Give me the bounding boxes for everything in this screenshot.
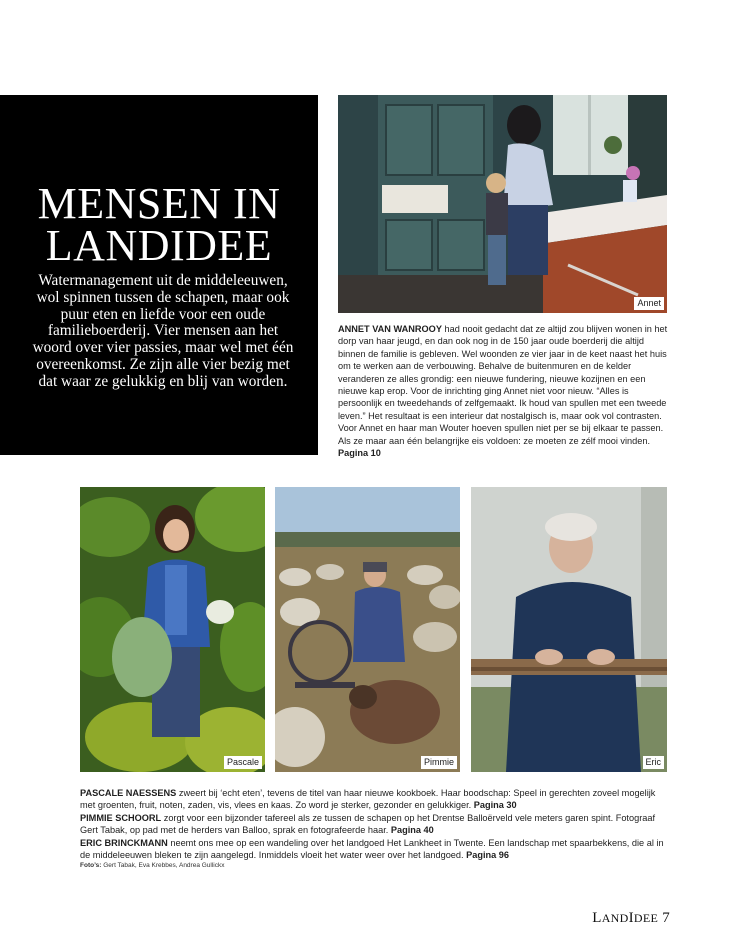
photo-pimmie — [275, 487, 460, 772]
eric-body: neemt ons mee op een wandeling over het landgoed Het Lankheet in Twente. Een landschap met spaarbekkens, die al in de middeleeuwen bleken te zijn aangelegd. Inmiddels vloeit het water weer over het landgoed. — [80, 837, 664, 861]
photo-credits-text: Gert Tabak, Eva Krebbes, Andrea Gullickx — [101, 862, 225, 870]
title-panel — [0, 95, 318, 455]
pascale-name: PASCALE NAESSENS — [80, 788, 177, 798]
photo-caption-pimmie: Pimmie — [421, 756, 457, 769]
intro-text: Watermanagement uit de middeleeuwen, wol spinnen tussen de schapen, maar ook puur eten en liefde voor een oude familieboerderij. Vier mensen aan het woord over vier passies, maar wel met één overeenkomst. Ze zijn alle vier bezig met dat waar ze gelukkig en blij van worden. — [32, 272, 294, 390]
pimmie-body: zorgt voor een bijzonder tafereel als ze tussen de schapen op het Drentse Balloërveld vele meters garen spint. Fotograaf Gert Tabak, op pad met de herders van Balloo, sprak en fotografeerde haar. — [80, 812, 656, 836]
annet-name: ANNET VAN WANROOY — [338, 324, 442, 334]
eric-page-ref: Pagina 96 — [466, 850, 510, 861]
photo-eric — [471, 487, 667, 772]
folio-magazine-l: L — [592, 910, 602, 926]
pascale-article — [80, 787, 670, 812]
photo-caption-annet: Annet — [634, 297, 664, 310]
pimmie-name: PIMMIE SCHOORL — [80, 812, 162, 823]
photo-caption-eric: Eric — [643, 756, 665, 769]
photo-credits-label: Foto’s: — [80, 862, 102, 870]
photo-annet — [338, 95, 667, 313]
photo-pascale — [80, 487, 265, 772]
headline-line-1: MENSEN IN — [37, 179, 281, 228]
photo-credits — [80, 861, 670, 870]
page-folio — [592, 910, 670, 927]
headline — [0, 179, 318, 270]
page-number: 7 — [662, 910, 670, 926]
folio-magazine-i: I — [628, 910, 634, 926]
photo-caption-pascale: Pascale — [224, 756, 262, 769]
pascale-page-ref: Pagina 30 — [473, 800, 517, 811]
headline-line-2: LANDIDEE — [45, 221, 273, 270]
eric-name: ERIC BRINCKMANN — [80, 837, 168, 848]
folio-magazine-dee: DEE — [633, 911, 659, 925]
pimmie-article — [80, 812, 670, 837]
pimmie-page-ref: Pagina 40 — [390, 825, 434, 836]
folio-magazine-and: AND — [601, 911, 629, 925]
annet-body: had nooit gedacht dat ze altijd zou blijven wonen in het dorp van haar jeugd, en dan ook nog in de 150 jaar oude boerderij die altijd binnen de familie is gebleven. Wel woonden ze vier jaar in de keet naast het huis om te werken aan de verbouwing. Behalve de buitenmuren en de kelder veranderen ze alles grondig: een nieuwe fundering, nieuwe kozijnen en een nieuwe kap erop. Voor de inrichting ging Annet niet voor nieuw. “Alles is persoonlijk en tweedehands of zelfgemaakt. Ik houd van spullen met een tweede leven.” Het resultaat is een interieur dat nostalgisch is, maar ook vol contrasten. Voor Annet en haar man Wouter hoeven spullen niet per se bij elkaar te passen. Als ze maar aan één belangrijke eis voldoen: ze moeten ze zélf mooi vinden. — [338, 324, 668, 446]
annet-page-ref: Pagina 10 — [338, 448, 381, 459]
bottom-articles — [80, 787, 670, 870]
pascale-body: zweert bij ‘echt eten’, tevens de titel van haar nieuwe kookboek. Haar boodschap: Speel in gerechten zoveel mogelijk met groenten, fruit, noten, zaden, vis, vlees en kaas. Zo word je sterker, gezonder en gelukkiger. — [80, 788, 656, 811]
annet-article — [338, 323, 668, 459]
eric-article — [80, 837, 670, 862]
